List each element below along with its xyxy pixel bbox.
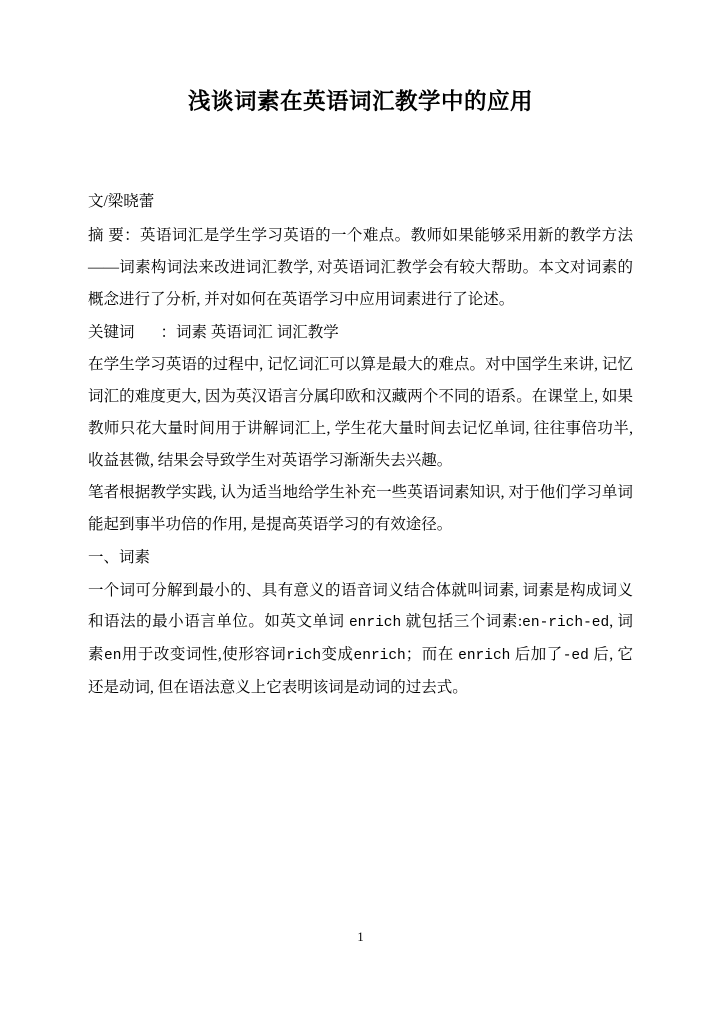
section-text-4: 用于改变词性,使形容词 bbox=[121, 646, 287, 664]
section-text-8: 后加了 bbox=[510, 646, 563, 664]
keywords-line bbox=[88, 317, 633, 349]
body-paragraph-1: 在学生学习英语的过程中, 记忆词汇可以算是最大的难点。对中国学生来讲, 记忆词汇的难度更大, 因为英汉语言分属印欧和汉藏两个不同的语系。在课堂上, 如果教师只花大量时间用于讲解词汇上, 学生花大量时间去记忆单词, 往往事倍功半, 收益甚微, 结果会导致学生对英语学习渐渐失去兴趣。 bbox=[88, 356, 633, 469]
section-text-2: 就包括三个词素: bbox=[401, 613, 523, 631]
section-text-5: 变成 bbox=[321, 646, 354, 664]
term-en-rich-ed: en-rich-ed bbox=[522, 615, 610, 632]
section-text-9: 后, 它还是动词, 但在语法意义上它表明该词是动词的过去式。 bbox=[88, 646, 633, 696]
author-line: 文/梁晓蕾 bbox=[88, 192, 155, 210]
section-paragraph bbox=[88, 575, 633, 704]
term-ed-suffix: -ed bbox=[562, 648, 589, 665]
document-content bbox=[88, 0, 633, 705]
section-text-3: , 词素 bbox=[88, 613, 633, 664]
keywords-value: ：词素 英语词汇 词汇教学 bbox=[160, 323, 339, 341]
abstract-paragraph: 摘 要：英语词汇是学生学习英语的一个难点。教师如果能够采用新的教学方法——词素构词法来改进词汇教学, 对英语词汇教学会有较大帮助。本文对词素的概念进行了分析, 并对如何在英语学习中应用词素进行了论述。 bbox=[88, 227, 633, 308]
term-rich: rich bbox=[286, 648, 322, 665]
body-paragraph-2: 笔者根据教学实践, 认为适当地给学生补充一些英语词素知识, 对于他们学习单词能起到事半功倍的作用, 是提高英语学习的有效途径。 bbox=[88, 484, 633, 534]
page-title: 浅谈词素在英语词汇教学中的应用 bbox=[187, 89, 533, 114]
term-enrich-1: enrich bbox=[348, 615, 402, 632]
term-enrich-2: enrich bbox=[353, 648, 406, 665]
page-number: 1 bbox=[357, 930, 364, 944]
section-text-6: ； bbox=[405, 646, 422, 664]
section-heading: 一、词素 bbox=[88, 548, 151, 566]
section-text-7: 而在 bbox=[421, 646, 459, 664]
document-body bbox=[88, 186, 633, 704]
keywords-label: 关键词 bbox=[88, 323, 135, 341]
section-text-1: 一个词可分解到最小的、具有意义的语音词义结合体就叫词素, 词素是构成词义和语法的最小语言单位。如英文单词 bbox=[88, 581, 633, 631]
term-enrich-3: enrich bbox=[458, 648, 511, 665]
term-en: en bbox=[104, 648, 122, 665]
